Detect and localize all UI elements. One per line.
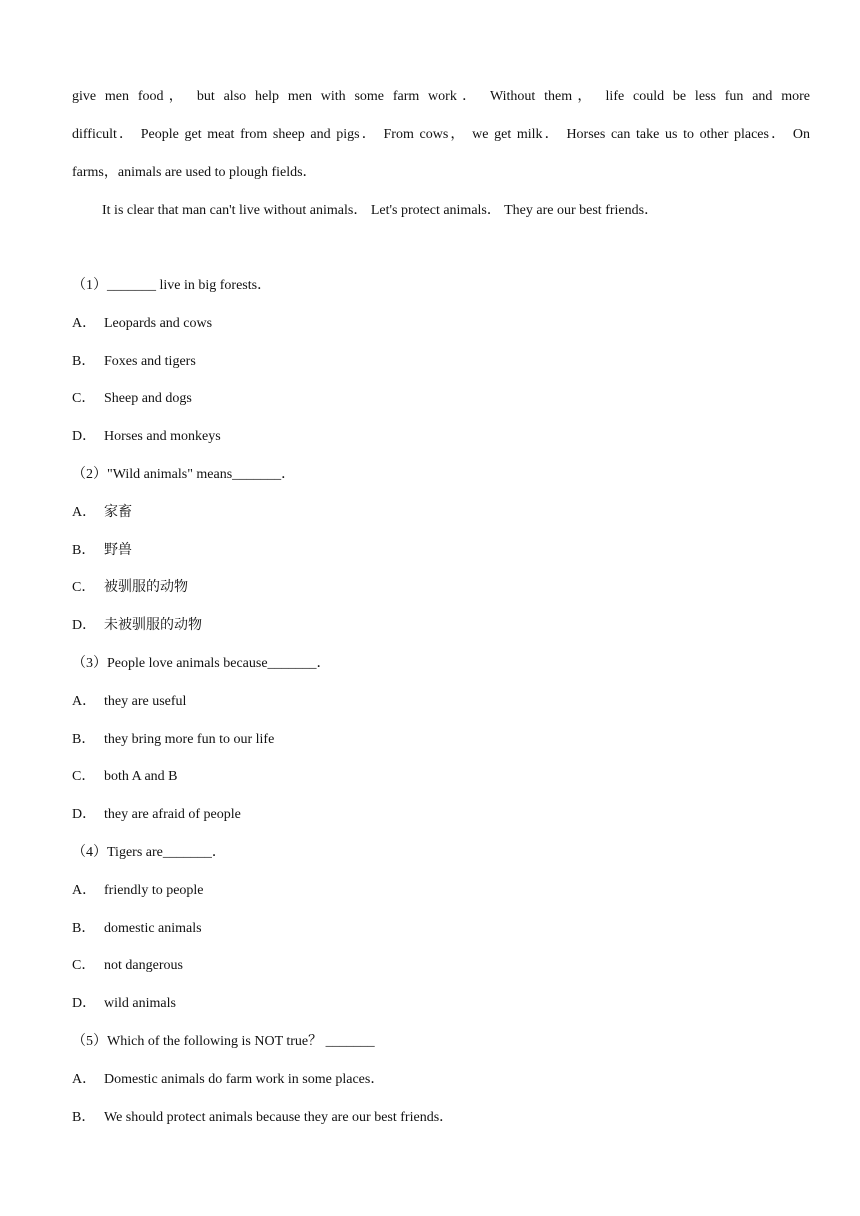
option-letter: D． (72, 807, 97, 822)
option-5b[interactable] (72, 1108, 453, 1128)
question-2 (72, 465, 295, 485)
passage-line-4: It is clear that man can't live without animals． Let's protect animals． They are our best friends． (102, 203, 659, 218)
option-letter: B． (72, 1110, 96, 1125)
option-4a[interactable] (72, 881, 204, 901)
option-letter: B． (72, 921, 96, 936)
option-text: Foxes and tigers (104, 354, 196, 369)
option-letter: B． (72, 543, 96, 558)
option-letter: B． (72, 354, 96, 369)
option-letter: C． (72, 580, 96, 595)
question-stem: "Wild animals" means_______． (107, 467, 296, 482)
option-letter: C． (72, 391, 96, 406)
question-number: （4） (72, 845, 107, 860)
option-letter: A． (72, 883, 97, 898)
question-5 (72, 1032, 375, 1052)
option-letter: A． (72, 505, 97, 520)
option-1d[interactable] (72, 427, 221, 447)
option-4b[interactable] (72, 919, 202, 939)
passage-line-1: give men food， but also help men with some farm work． Without them， life could be less fun and more (72, 89, 810, 104)
option-1a[interactable] (72, 314, 212, 334)
option-2c[interactable] (72, 578, 188, 598)
option-text: We should protect animals because they are our best friends． (104, 1110, 454, 1125)
option-2b[interactable] (72, 541, 132, 561)
question-1 (72, 276, 271, 296)
option-text: 未被驯服的动物 (104, 618, 202, 633)
question-stem: Tigers are_______． (107, 845, 226, 860)
passage-line-3: farms，animals are used to plough fields． (72, 165, 317, 180)
option-text: wild animals (104, 996, 176, 1011)
option-3d[interactable] (72, 805, 241, 825)
question-number: （1） (72, 278, 107, 293)
option-letter: D． (72, 618, 97, 633)
option-2a[interactable] (72, 503, 132, 523)
option-text: Horses and monkeys (104, 429, 221, 444)
option-4d[interactable] (72, 994, 176, 1014)
question-number: （3） (72, 656, 107, 671)
question-4 (72, 843, 226, 863)
option-letter: A． (72, 316, 97, 331)
option-text: they are afraid of people (104, 807, 241, 822)
option-text: Leopards and cows (104, 316, 213, 331)
option-letter: A． (72, 694, 97, 709)
option-text: friendly to people (104, 883, 204, 898)
option-1c[interactable] (72, 389, 192, 409)
question-3 (72, 654, 331, 674)
option-letter: D． (72, 429, 97, 444)
option-letter: A． (72, 1072, 97, 1087)
question-stem: _______ live in big forests． (107, 278, 272, 293)
option-text: they are useful (104, 694, 187, 709)
question-stem: Which of the following is NOT true？ _______ (107, 1034, 375, 1049)
option-letter: B． (72, 732, 96, 747)
option-text: not dangerous (104, 958, 183, 973)
option-text: 野兽 (104, 543, 132, 558)
option-text: Domestic animals do farm work in some places． (104, 1072, 385, 1087)
option-text: they bring more fun to our life (104, 732, 275, 747)
option-letter: C． (72, 958, 96, 973)
option-3a[interactable] (72, 692, 186, 712)
option-3c[interactable] (72, 767, 178, 787)
passage-line-2: difficult． People get meat from sheep and pigs． From cows， we get milk． Horses can take us to other places． On (72, 127, 810, 142)
option-text: 家畜 (104, 505, 132, 520)
option-4c[interactable] (72, 956, 183, 976)
option-text: domestic animals (104, 921, 202, 936)
option-5a[interactable] (72, 1070, 384, 1090)
option-2d[interactable] (72, 616, 202, 636)
option-text: both A and B (104, 769, 178, 784)
question-stem: People love animals because_______． (107, 656, 331, 671)
option-letter: C． (72, 769, 96, 784)
option-1b[interactable] (72, 352, 196, 372)
question-number: （5） (72, 1034, 107, 1049)
question-number: （2） (72, 467, 107, 482)
option-text: 被驯服的动物 (104, 580, 188, 595)
option-3b[interactable] (72, 730, 274, 750)
option-text: Sheep and dogs (104, 391, 192, 406)
option-letter: D． (72, 996, 97, 1011)
